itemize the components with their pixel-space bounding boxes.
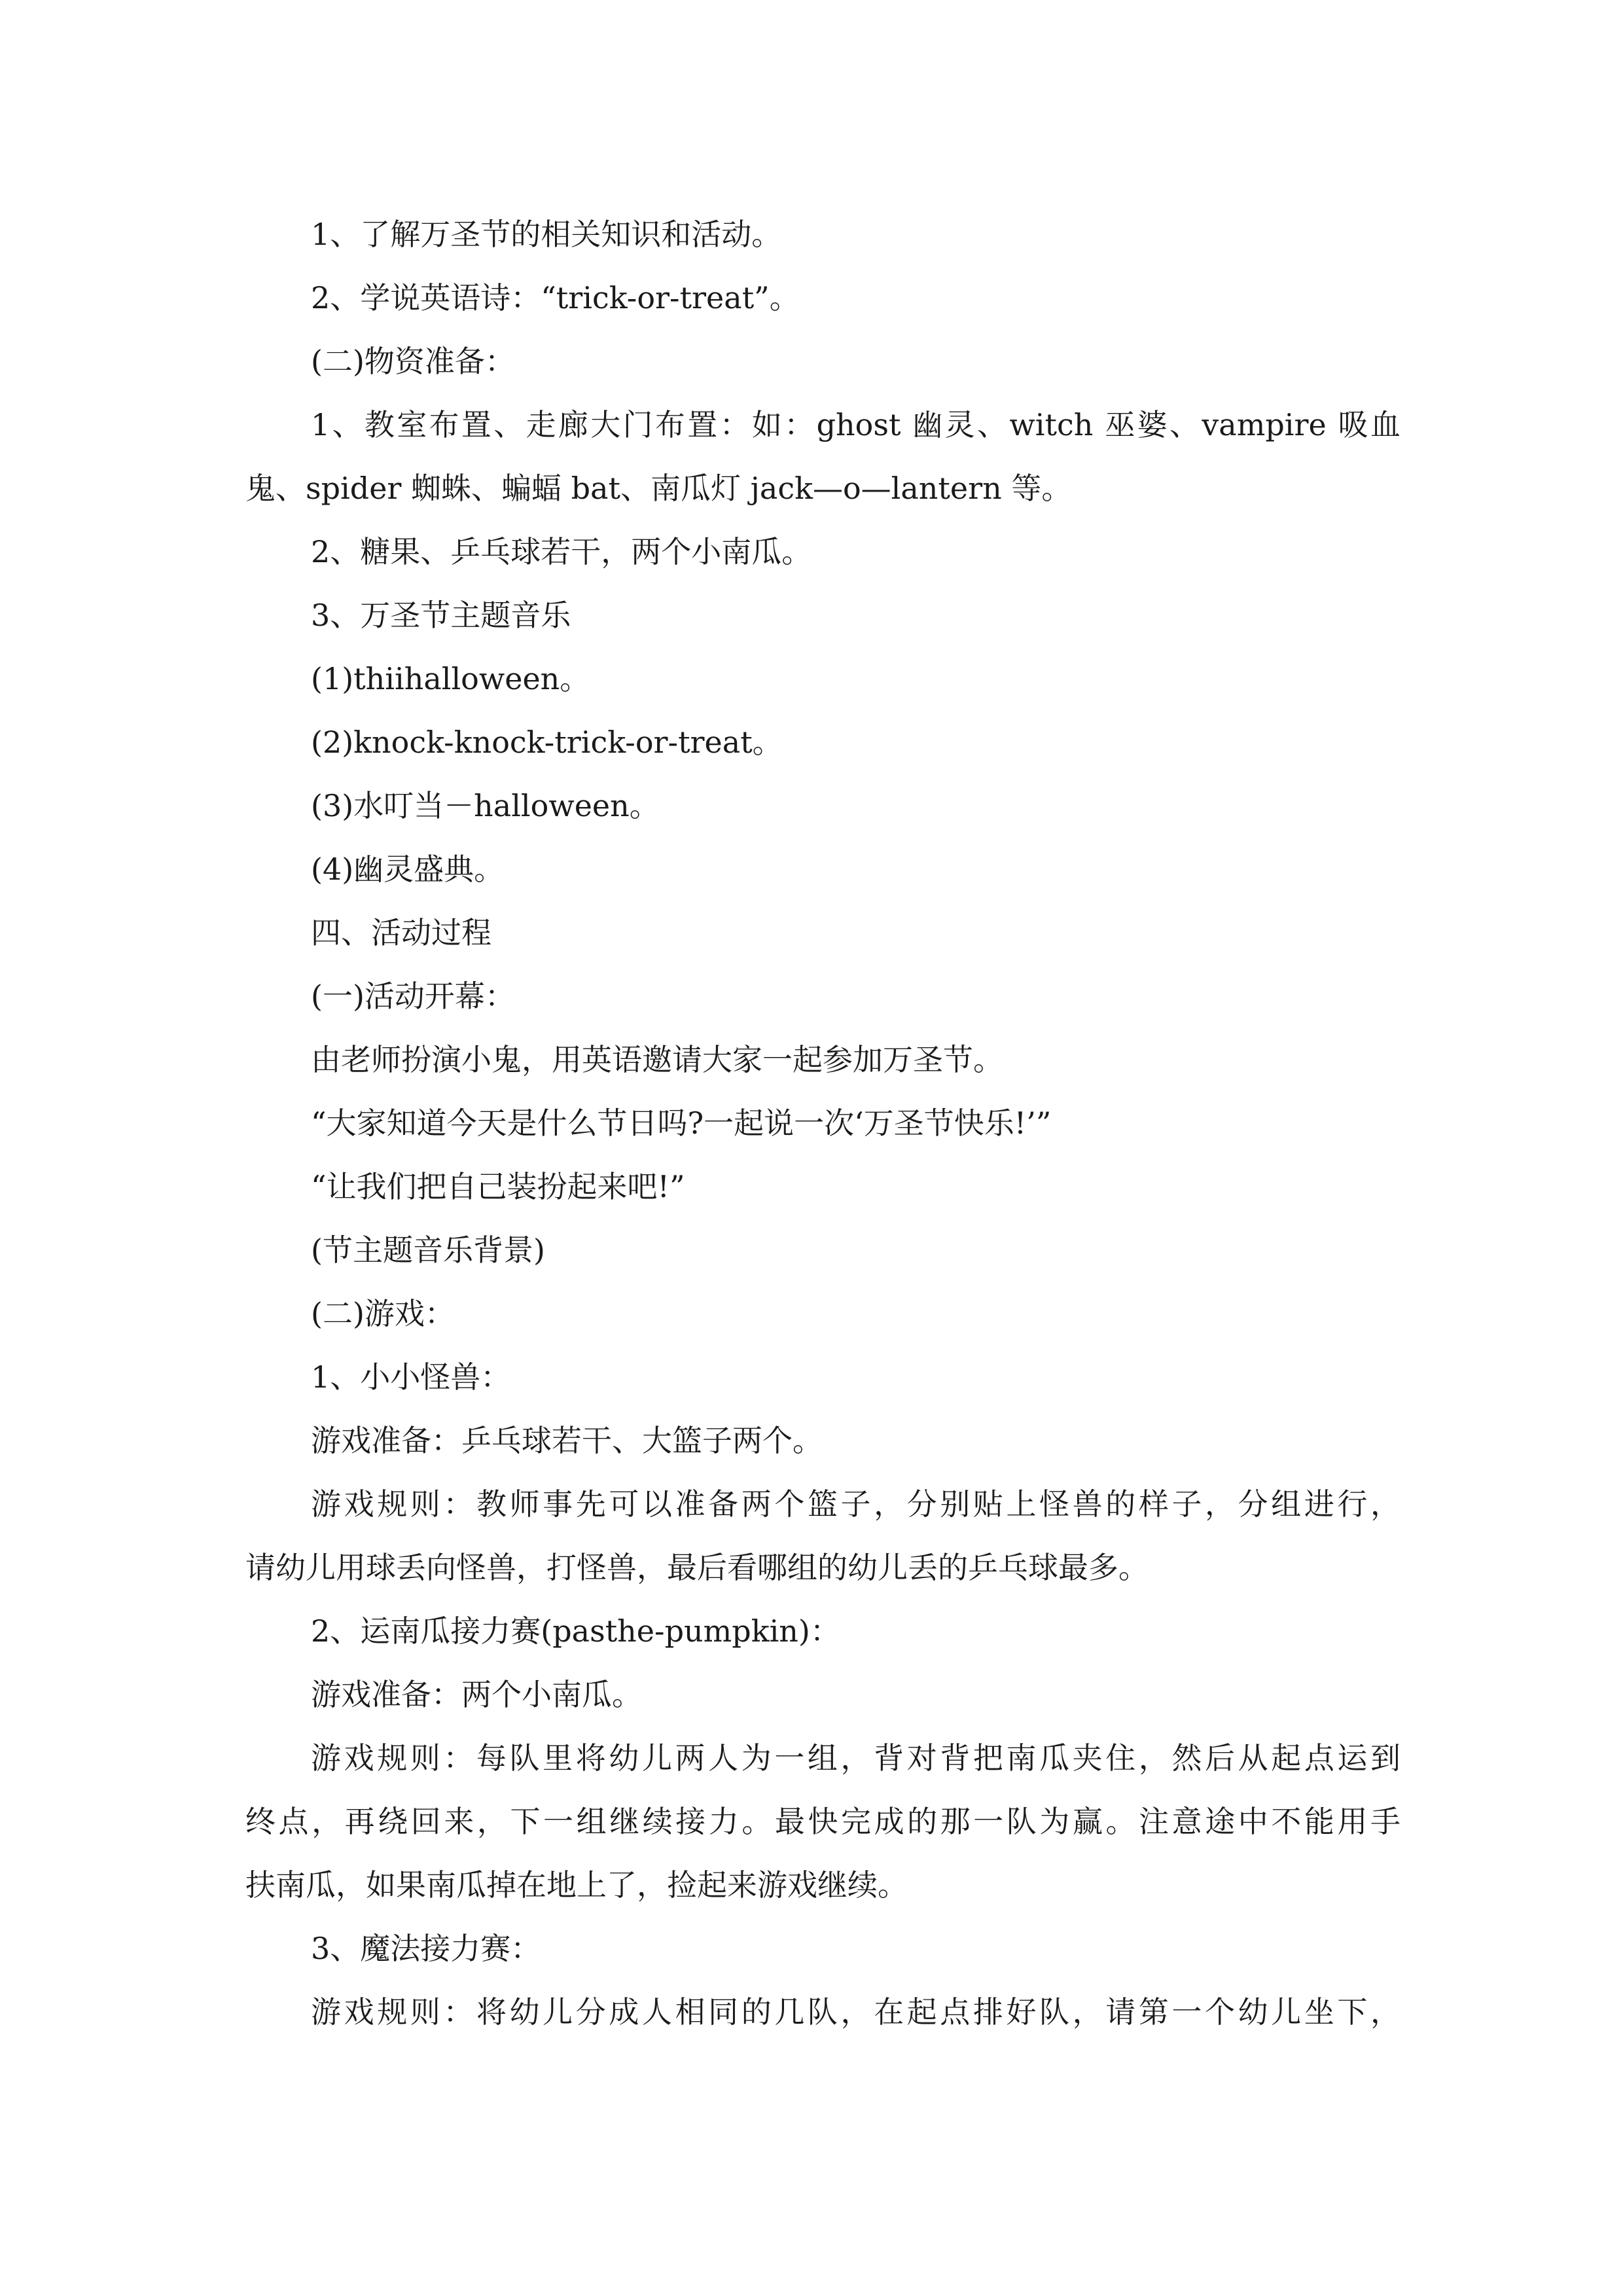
- music-item-2: (2)knock-knock-trick-or-treat。: [311, 725, 783, 760]
- section-heading-process: 四、活动过程: [311, 915, 491, 950]
- quote-line: “让我们把自己装扮起来吧!”: [311, 1169, 685, 1204]
- paragraph-line: 终点，再绕回来，下一组继续接力。最快完成的那一队为赢。注意途中不能用手: [245, 1804, 1400, 1839]
- paragraph-line: 请幼儿用球丢向怪兽，打怪兽，最后看哪组的幼儿丢的乒乓球最多。: [245, 1550, 1149, 1585]
- game-heading-little-monster: 1、小小怪兽：: [311, 1359, 511, 1395]
- subsection-heading-games: (二)游戏：: [311, 1296, 455, 1331]
- paragraph-line: 由老师扮演小鬼，用英语邀请大家一起参加万圣节。: [311, 1042, 1003, 1077]
- list-item-candy: 2、糖果、乒乓球若干，两个小南瓜。: [311, 534, 812, 569]
- paragraph-line: 游戏规则：教师事先可以准备两个篮子，分别贴上怪兽的样子，分组进行，: [311, 1486, 1400, 1522]
- paragraph-line: 游戏准备：两个小南瓜。: [311, 1677, 642, 1712]
- quote-line: “大家知道今天是什么节日吗?一起说一次‘万圣节快乐!’”: [311, 1105, 1052, 1141]
- paragraph-line: 游戏准备：乒乓球若干、大篮子两个。: [311, 1423, 823, 1458]
- paragraph-line: (节主题音乐背景): [311, 1232, 545, 1268]
- game-heading-magic-relay: 3、魔法接力赛：: [311, 1931, 541, 1966]
- document-body: [245, 203, 1400, 2044]
- music-item-3: (3)水叮当－halloween。: [311, 788, 660, 823]
- list-item-english-poem: 2、学说英语诗：“trick-or-treat”。: [311, 280, 800, 315]
- music-item-4: (4)幽灵盛典。: [311, 852, 505, 887]
- paragraph-line: 1、教室布置、走廊大门布置：如：ghost 幽灵、witch 巫婆、vampire 吸血: [311, 407, 1400, 442]
- music-item-1: (1)thiihalloween。: [311, 661, 590, 696]
- paragraph-line: 游戏规则：将幼儿分成人相同的几队，在起点排好队，请第一个幼儿坐下，: [311, 1994, 1400, 2030]
- paragraph-line: 游戏规则：每队里将幼儿两人为一组，背对背把南瓜夹住，然后从起点运到: [311, 1740, 1400, 1776]
- list-item-learn-halloween: 1、了解万圣节的相关知识和活动。: [311, 217, 782, 252]
- subsection-heading-opening: (一)活动开幕：: [311, 978, 515, 1014]
- game-heading-pumpkin-relay: 2、运南瓜接力赛(pasthe-pumpkin)：: [311, 1613, 840, 1649]
- list-item-music: 3、万圣节主题音乐: [311, 598, 571, 633]
- paragraph-line: 扶南瓜，如果南瓜掉在地上了，捡起来游戏继续。: [245, 1867, 908, 1903]
- paragraph-line: 鬼、spider 蜘蛛、蝙蝠 bat、南瓜灯 jack—o—lantern 等。: [245, 471, 1072, 506]
- section-heading-materials: (二)物资准备：: [311, 344, 515, 379]
